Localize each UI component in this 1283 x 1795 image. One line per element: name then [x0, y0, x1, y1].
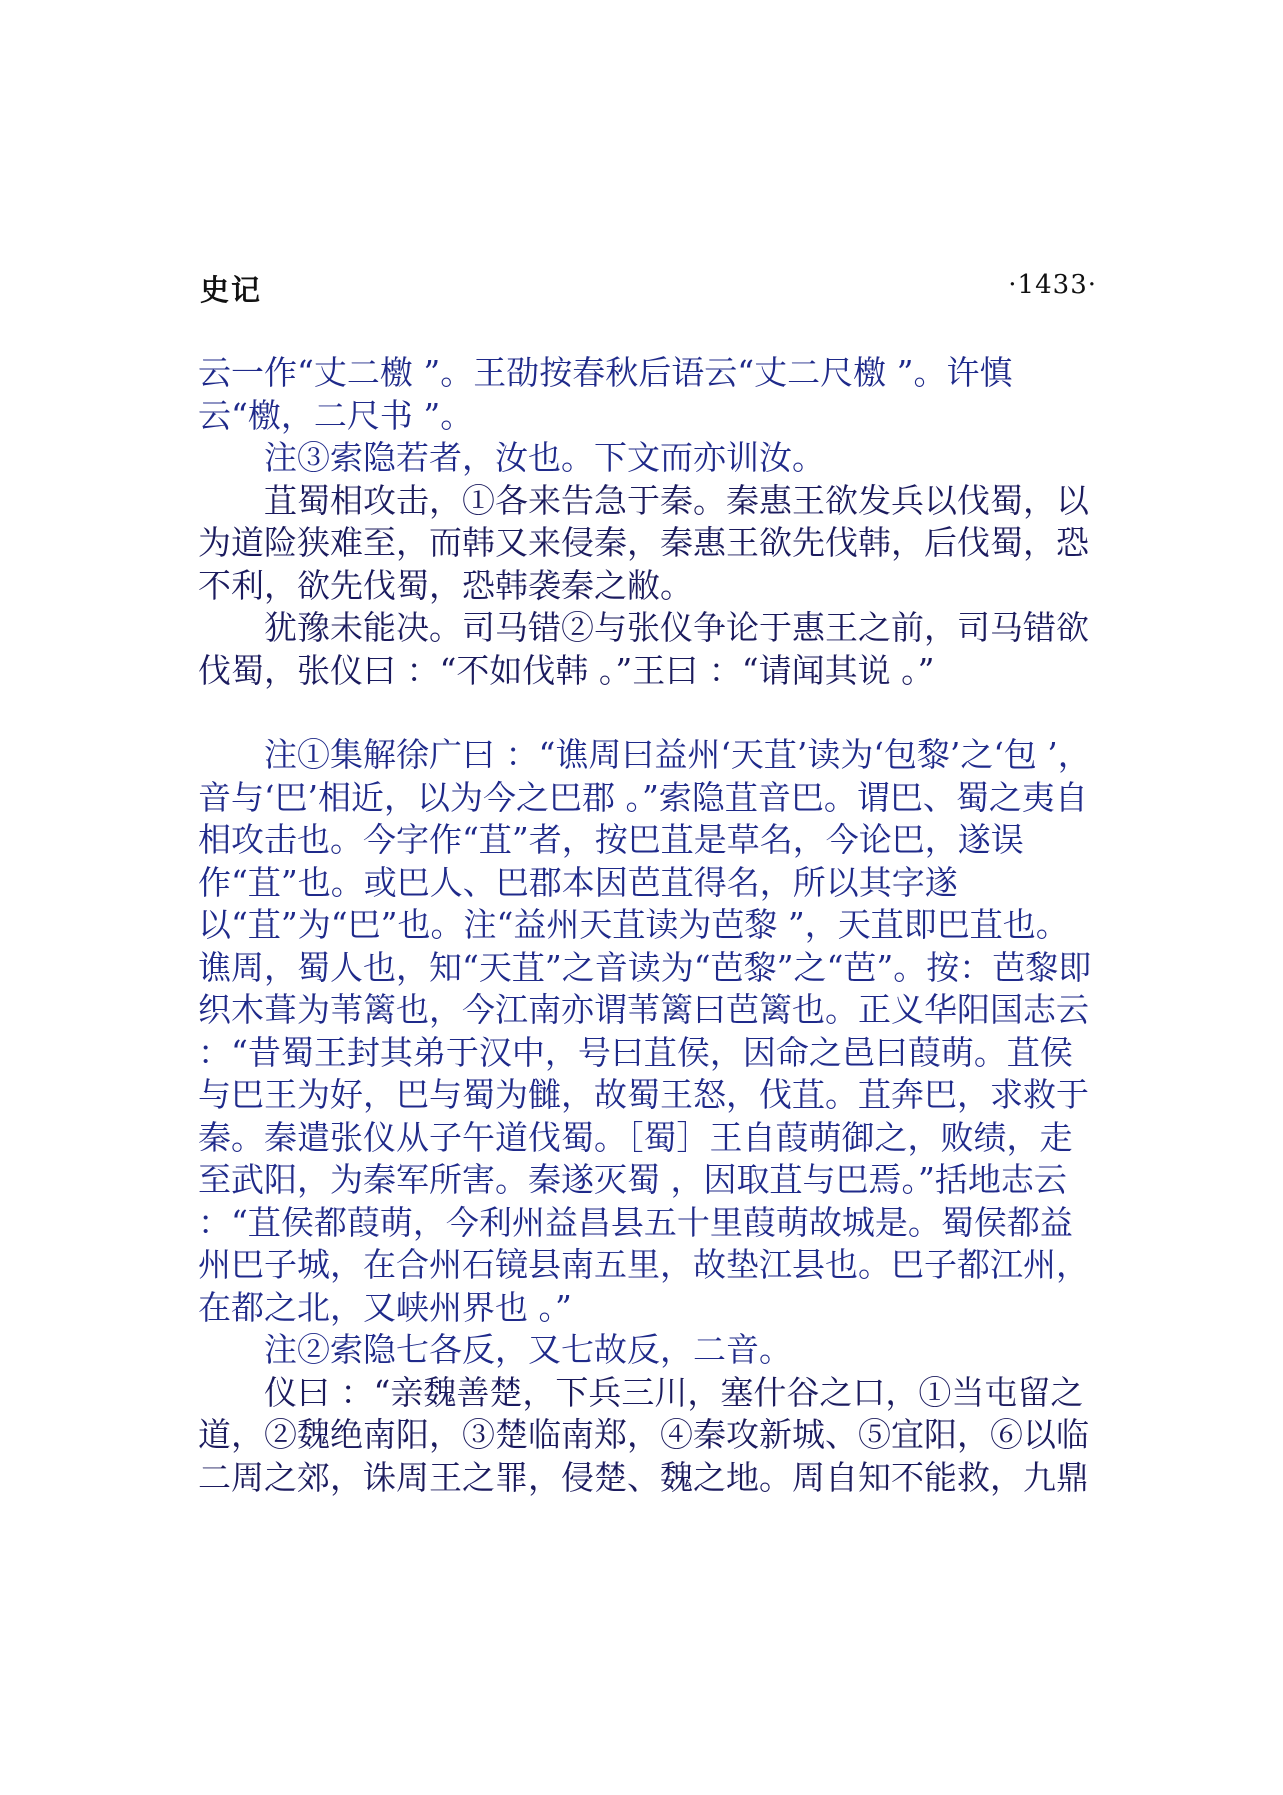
- main-text-paragraph: 仪曰 ：“亲魏善楚，下兵三川，塞什谷之口，①当屯留之道，②魏绝南阳，③楚临南郑，④秦攻新城、⑤宜阳，⑥以临二周之郊，诛周王之罪，侵楚、魏之地。周自知不能救，九鼎: [198, 1372, 1089, 1497]
- main-text-paragraph: 苴蜀相攻击，①各来告急于秦。秦惠王欲发兵以伐蜀，以为道险狭难至，而韩又来侵秦，秦惠王欲先伐韩，后伐蜀，恐不利，欲先伐蜀，恐韩袭秦之敝。: [198, 480, 1089, 605]
- body-text: [198, 352, 1098, 1499]
- book-title: 史记: [200, 273, 263, 307]
- note-paragraph: 注②索隐七各反，又七故反，二音。: [264, 1330, 792, 1369]
- page-number: ·1433·: [1008, 270, 1097, 300]
- page-header: [200, 268, 1097, 308]
- main-text-paragraph: 犹豫未能决。司马错②与张仪争论于惠王之前，司马错欲伐蜀，张仪曰 ：“不如伐韩 。”王曰 ：“请闻其说 。”: [198, 608, 1089, 690]
- note-paragraph: 注③索隐若者，汝也。下文而亦训汝。: [264, 438, 825, 477]
- note-paragraph: 注①集解徐广曰 ：“谯周曰益州‘天苴’读为‘包黎’之‘包 ’，音与‘巴’相近，以为今之巴郡 。”索隐苴音巴。谓巴、蜀之夷自相攻击也。今字作“苴”者，按巴苴是草名，今论巴，遂误作“苴”也。或巴人、巴郡本因芭苴得名，所以其字遂以“苴”为“巴”也。注“益州天苴读为芭黎 ”，天苴即巴苴也。谯周，蜀人也，知“天苴”之音读为“芭黎”之“芭”。按：芭黎即织木葺为苇篱也，今江南亦谓苇篱曰芭篱也。正义华阳国志云 ：“昔蜀王封其弟于汉中，号曰苴侯，因命之邑曰葭萌。苴侯与巴王为好，巴与蜀为雠，故蜀王怒，伐苴。苴奔巴，求救于秦。秦遣张仪从子午道伐蜀。［蜀］王自葭萌御之，败绩，走至武阳，为秦军所害。秦遂灭蜀 ，因取苴与巴焉。”括地志云 ：“苴侯都葭萌，今利州益昌县五十里葭萌故城是。蜀侯都益州巴子城，在合州石镜县南五里，故垫江县也。巴子都江州，在都之北，又峡州界也 。”: [198, 735, 1092, 1327]
- paragraph-spacer: [198, 692, 1098, 734]
- note-paragraph: 云一作“丈二檄 ”。王劭按春秋后语云“丈二尺檄 ”。许慎云“檄，二尺书 ”。: [198, 353, 1013, 435]
